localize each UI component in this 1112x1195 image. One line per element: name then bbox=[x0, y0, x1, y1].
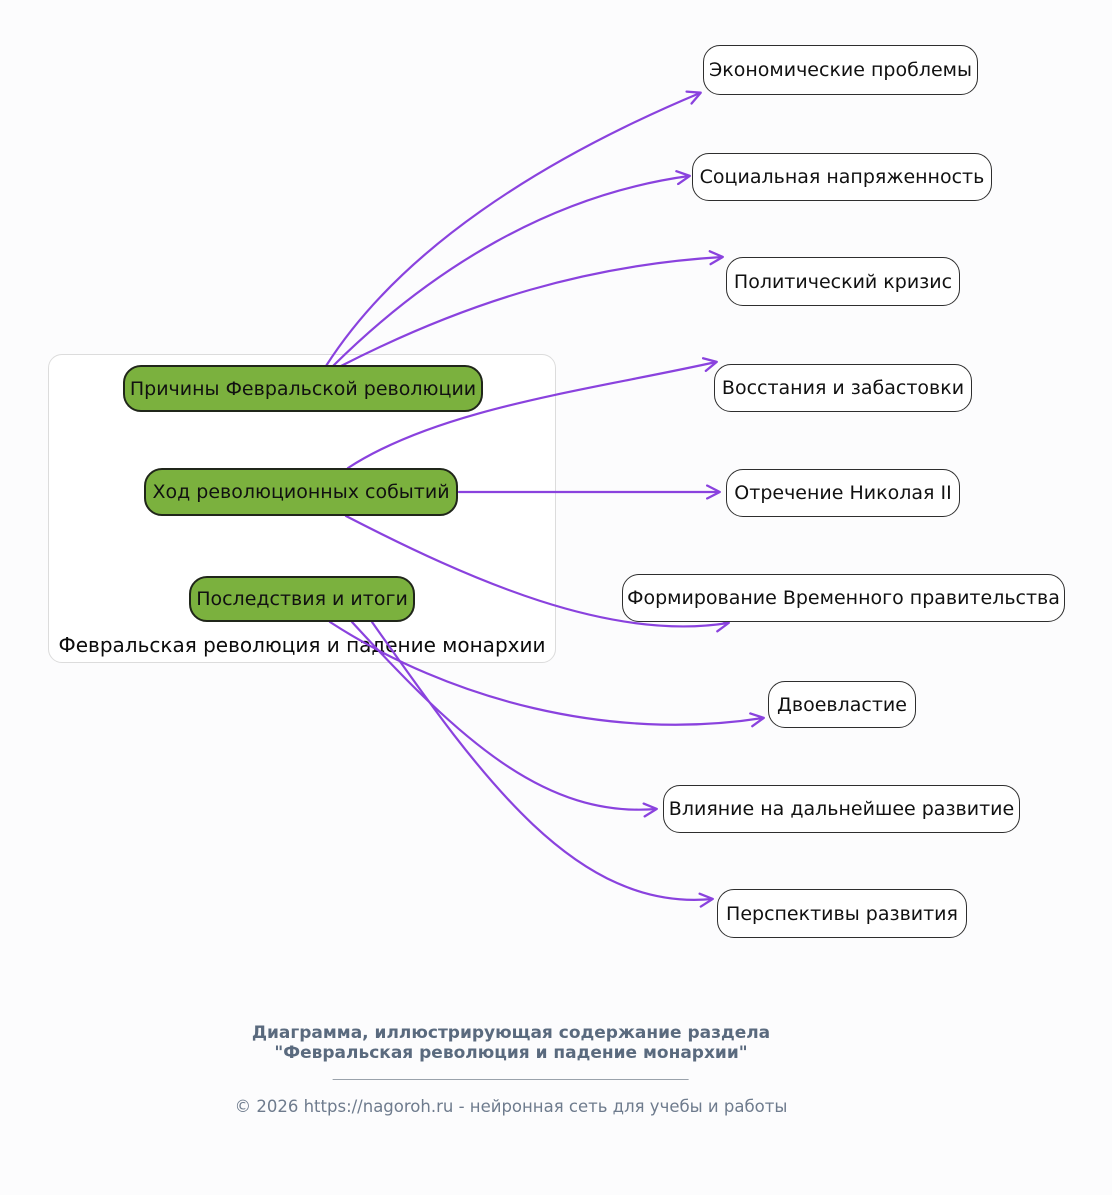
subtopic-node-perspektivy bbox=[717, 889, 967, 938]
footer bbox=[235, 1023, 788, 1116]
topic-node-prichiny bbox=[123, 365, 483, 412]
edge-posledstviya-perspektivy bbox=[372, 622, 712, 900]
subtopic-node-otrechenie bbox=[726, 469, 960, 517]
topic-label: Ход революционных событий bbox=[152, 481, 450, 503]
footer-copyright: © 2026 https://nagoroh.ru - нейронная сеть для учебы и работы bbox=[234, 1097, 788, 1116]
topic-label: Последствия и итоги bbox=[196, 588, 408, 610]
subtopic-label: Формирование Временного правительства bbox=[627, 587, 1060, 609]
footer-divider bbox=[333, 1079, 689, 1080]
edge-prichiny-politicheskiy bbox=[341, 257, 722, 366]
subtopic-label: Отречение Николая II bbox=[734, 482, 952, 504]
subtopic-label: Экономические проблемы bbox=[708, 59, 972, 81]
subtopic-node-dvoevlastie bbox=[768, 681, 916, 728]
edge-prichiny-ekonomicheskie bbox=[326, 93, 700, 366]
subtopic-label: Перспективы развития bbox=[726, 902, 958, 925]
footer-caption-line2: "Февральская революция и падение монархии" bbox=[274, 1043, 748, 1063]
subtopic-node-vosstaniya bbox=[714, 364, 972, 412]
subtopic-label: Двоевластие bbox=[777, 693, 907, 716]
topic-node-posledstviya bbox=[189, 576, 415, 622]
section-title: Февральская революция и падение монархии bbox=[58, 633, 546, 657]
subtopic-node-politicheskiy bbox=[726, 257, 960, 306]
topic-label: Причины Февральской революции bbox=[129, 377, 477, 400]
subtopic-node-formirovanie bbox=[622, 574, 1065, 622]
subtopic-node-socialnaya bbox=[692, 153, 992, 201]
edge-prichiny-socialnaya bbox=[333, 176, 689, 366]
subtopic-label: Влияние на дальнейшее развитие bbox=[668, 798, 1015, 820]
subtopic-label: Социальная напряженность bbox=[699, 166, 985, 188]
subtopic-label: Восстания и забастовки bbox=[721, 377, 965, 399]
footer-caption-line1: Диаграмма, иллюстрирующая содержание раздела bbox=[251, 1023, 771, 1043]
subtopic-label: Политический кризис bbox=[733, 270, 953, 293]
subtopic-node-vliyanie bbox=[663, 785, 1020, 833]
topic-node-hod bbox=[144, 468, 458, 516]
subtopic-node-ekonomicheskie bbox=[703, 45, 978, 95]
